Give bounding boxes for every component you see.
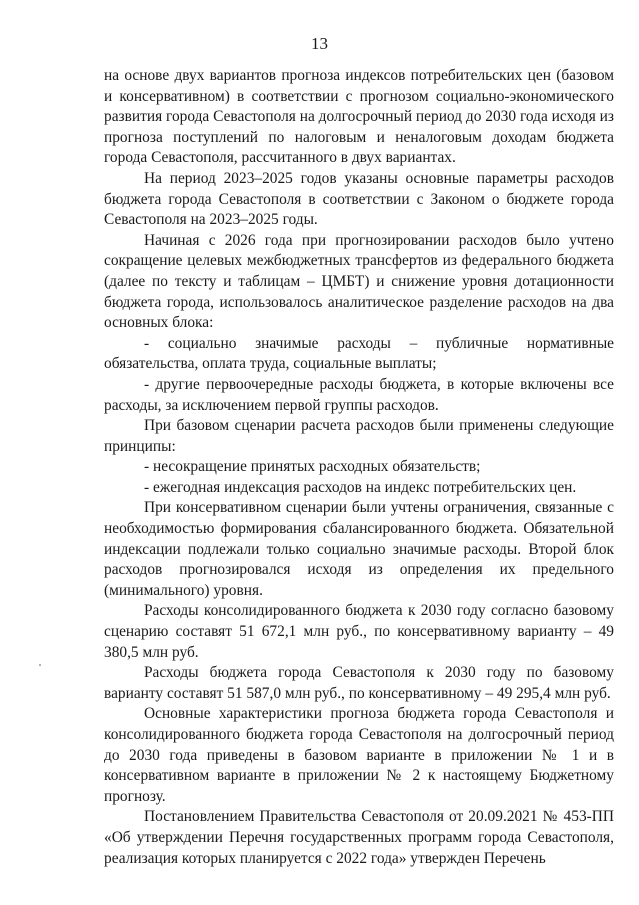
paragraph-main-characteristics: Основные характеристики прогноза бюджета города Севастополя и консолидированного бюджета города Севастополя на долгосрочный период до 2030 года приведены в базовом варианте в приложении № 1 и в консервативном варианте в приложении № 2 к настоящему Бюджетному прогнозу. xyxy=(104,705,614,805)
paragraph-continuation: на основе двух вариантов прогноза индексов потребительских цен (базовом и консервативном) в соответствии с прогнозом социально-экономического развития города Севастополя на долгосрочный период до 2030 года исходя из прогноза поступлений по налоговым и неналоговым доходам бюджета города Севастополя, рассчитанного в двух вариантах. xyxy=(104,67,614,167)
list-item-other-expenses: - другие первоочередные расходы бюджета, в которые включены все расходы, за исключением первой группы расходов. xyxy=(104,375,614,414)
list-item-social-expenses: - социально значимые расходы – публичные нормативные обязательства, оплата труда, социальные выплаты; xyxy=(104,334,614,373)
list-item-no-reduction: - несокращение принятых расходных обязательств; xyxy=(144,458,481,476)
paragraph-base-scenario: При базовом сценарии расчета расходов были применены следующие принципы: xyxy=(104,417,614,455)
paragraph-consolidated-expenses: Расходы консолидированного бюджета к 2030 году согласно базовому сценарию составят 51 672,1 млн руб., по консервативному варианту – 49 380,5 млн руб. xyxy=(104,602,614,661)
paragraph-period-2023-2025: На период 2023–2025 годов указаны основные параметры расходов бюджета города Севастополя в соответствии с Законом о бюджете города Севастополя на 2023–2025 годы. xyxy=(104,169,614,229)
list-item-annual-indexation: - ежегодная индексация расходов на индекс потребительских цен. xyxy=(144,478,577,496)
page-number: 13 xyxy=(311,34,328,53)
paragraph-city-expenses: Расходы бюджета города Севастополя к 2030 году по базовому варианту составят 51 587,0 млн руб., по консервативному – 49 295,4 млн руб. xyxy=(104,664,614,702)
document-body xyxy=(104,66,614,869)
paragraph-from-2026: Начиная с 2026 года при прогнозировании расходов было учтено сокращение целевых межбюджетных трансфертов из федерального бюджета (далее по тексту и таблицам – ЦМБТ) и снижение уровня дотационности бюджета города, использовалось аналитическое разделение расходов на два основных блока: xyxy=(104,231,614,332)
margin-mark xyxy=(39,664,41,666)
paragraph-conservative-scenario: При консервативном сценарии были учтены ограничения, связанные с необходимостью формирования сбалансированного бюджета. Обязательной индексации подлежали только социально значимые расходы. Второй блок расходов прогнозировался исходя из определения их предельного (минимального) уровня. xyxy=(104,499,614,599)
paragraph-resolution: Постановлением Правительства Севастополя от 20.09.2021 № 453-ПП «Об утверждении Перечня государственных программ города Севастополя, реализация которых планируется с 2022 года» утвержден Перечень xyxy=(104,808,614,867)
